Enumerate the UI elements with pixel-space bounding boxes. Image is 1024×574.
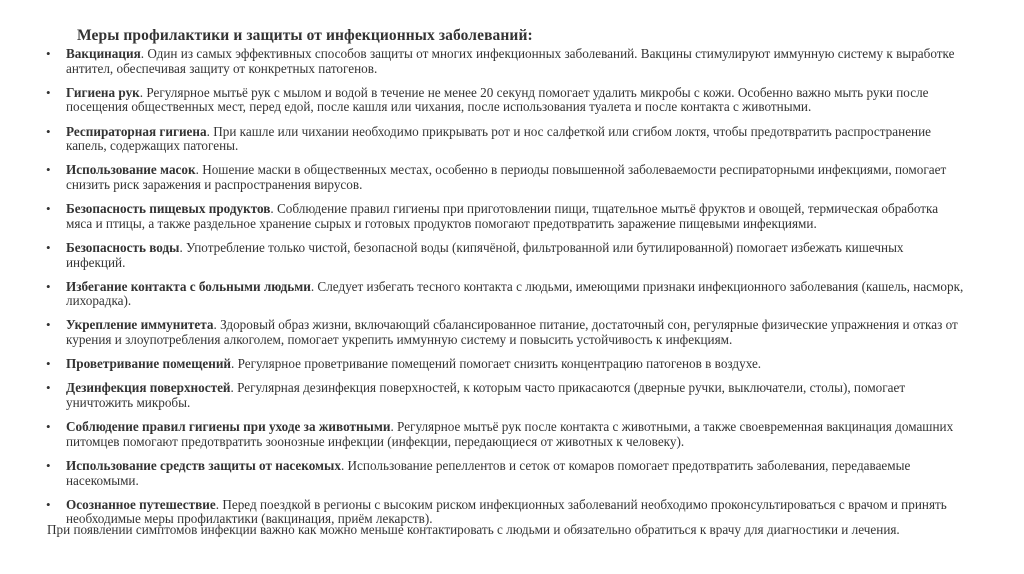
bullet-icon: • (46, 123, 51, 139)
bullet-icon: • (46, 356, 51, 372)
list-item (0, 47, 1024, 76)
item-text: . Использование репеллентов и сеток от комаров помогает предотвратить заболевания, передаваемые насекомыми. (66, 458, 911, 488)
item-text: . Регулярное проветривание помещений помогает снизить концентрацию патогенов в воздухе. (231, 356, 762, 372)
item-title: Безопасность пищевых продуктов (66, 201, 271, 217)
item-title: Использование средств защиты от насекомых (66, 458, 341, 473)
bullet-icon: • (46, 419, 51, 435)
item-text: . Регулярное мытьё рук после контакта с животными, а также своевременная вакцинация домашних питомцев помогают предотвратить зоонозные инфекции (инфекции, передающиеся от животных к человеку). (66, 419, 954, 449)
bullet-icon: • (46, 458, 51, 473)
item-title: Вакцинация (66, 46, 141, 61)
item-text: . Ношение маски в общественных местах, особенно в периоды повышенной заболеваемости респираторными инфекциями, помогает снизить риск заражения и распространения вирусов. (66, 162, 947, 192)
list-item (0, 125, 1024, 154)
list-item (0, 241, 1024, 270)
bullet-icon: • (46, 162, 51, 178)
item-text: . Регулярное мытьё рук с мылом и водой в течение не менее 20 секунд помогает удалить микробы с кожи. Особенно важно мыть руки после посещения общественных мест, перед едой, после кашля или чихания, после использования туалета и после контакта с животными. (66, 84, 929, 115)
item-title: Соблюдение правил гигиены при уходе за животными (66, 419, 391, 435)
list-item (0, 420, 1024, 449)
page-title: Меры профилактики и защиты от инфекционных заболеваний: (77, 27, 533, 44)
bullet-icon: • (46, 239, 51, 255)
item-title: Гигиена рук (66, 84, 140, 100)
item-title: Осознанное путешествие (66, 496, 216, 512)
bullet-icon: • (46, 380, 51, 396)
item-title: Укрепление иммунитета (66, 317, 214, 333)
item-title: Избегание контакта с больными людьми (66, 278, 311, 294)
item-text: . Употребление только чистой, безопасной воды (кипячёной, фильтрованной или бутилированной) помогает избежать кишечных инфекций. (66, 239, 904, 270)
item-text: . При кашле или чихании необходимо прикрывать рот и нос салфеткой или сгибом локтя, чтобы предотвратить распространение капель, содержащих патогены. (66, 123, 932, 154)
list-item (0, 280, 1024, 309)
item-title: Безопасность воды (66, 239, 180, 255)
bullet-icon: • (46, 84, 51, 100)
item-title: Использование масок (66, 162, 196, 178)
list-item (0, 318, 1024, 347)
bullet-icon: • (46, 201, 51, 217)
list-item (0, 86, 1024, 115)
list-item (0, 459, 1024, 488)
closing-paragraph: При появлении симптомов инфекции важно как можно меньше контактировать с людьми и обязательно обратиться к врачу для диагностики и лечения. (47, 522, 900, 537)
item-title: Дезинфекция поверхностей (66, 380, 231, 396)
item-text: . Следует избегать тесного контакта с людьми, имеющими признаки инфекционного заболевания (кашель, насморк, лихорадка). (66, 278, 964, 309)
list-item (0, 202, 1024, 231)
bullet-icon: • (46, 496, 51, 512)
prevention-measures-list (0, 47, 1024, 537)
item-text: . Один из самых эффективных способов защиты от многих инфекционных заболеваний. Вакцины стимулируют иммунную систему к выработке антител, обеспечивая защиту от конкретных патогенов. (66, 46, 955, 76)
list-item (0, 163, 1024, 192)
item-text: . Регулярная дезинфекция поверхностей, к которым часто прикасаются (дверные ручки, выключатели, столы), помогает уничтожить микробы. (66, 380, 906, 411)
list-item (0, 357, 1024, 372)
item-text: . Перед поездкой в регионы с высоким риском инфекционных заболеваний необходимо проконсультироваться с врачом и принять необходимые меры профилактики (вакцинация, приём лекарств). (66, 496, 947, 527)
bullet-icon: • (46, 317, 51, 333)
item-title: Респираторная гигиена (66, 123, 207, 139)
bullet-icon: • (46, 278, 51, 294)
bullet-icon: • (46, 46, 51, 61)
item-title: Проветривание помещений (66, 356, 232, 372)
list-item (0, 381, 1024, 410)
item-text: . Здоровый образ жизни, включающий сбалансированное питание, достаточный сон, регулярные физические упражнения и отказ от курения и злоупотребления алкоголем, помогает укрепить иммунную систему и повысить устойчивость к инфекциям. (66, 317, 958, 348)
item-text: . Соблюдение правил гигиены при приготовлении пищи, тщательное мытьё фруктов и овощей, термическая обработка мяса и птицы, а также раздельное хранение сырых и готовых продуктов помогают предотвратить заражение пищевыми инфекциями. (66, 201, 939, 231)
